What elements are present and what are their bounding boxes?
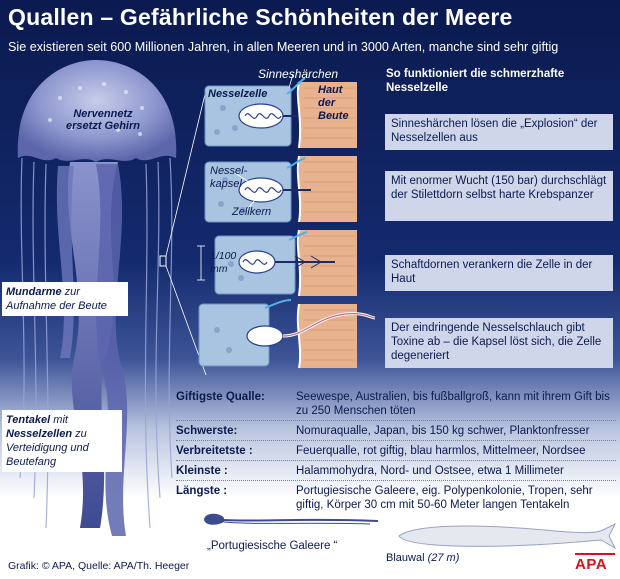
scale-label: 1/100 mm <box>210 250 237 275</box>
apa-logo-bar <box>575 553 615 555</box>
step-4: Der eindringende Nesselschlauch gibt Toxine ab – die Kapsel löst sich, die Zelle degeneriert <box>385 318 613 368</box>
whale-caption <box>386 552 459 564</box>
tentacles-bold-1: Tentakel <box>6 414 51 426</box>
whale-size: (27 m) <box>427 552 460 564</box>
fact-separator <box>176 480 616 481</box>
bell-label: Nervennetz ersetzt Gehirn <box>66 108 140 132</box>
tentacles-bold-2: Nesselzellen <box>6 428 73 440</box>
fact-separator <box>176 440 616 441</box>
nettle-cell-label: Nesselzelle <box>208 88 268 100</box>
tentacles-rest: zu Verteidigung und Beutefang <box>6 428 89 468</box>
whale-name: Blauwal <box>386 552 425 564</box>
nucleus-label: Zellkern <box>232 206 272 218</box>
tentacles-mid: mit <box>50 414 68 426</box>
step-3: Schaftdornen verankern die Zelle in der Haut <box>385 255 613 291</box>
mouth-arms-bold: Mundarme <box>6 286 62 298</box>
fact-separator <box>176 460 616 461</box>
mouth-arms-rest: zur Aufnahme der Beute <box>6 286 107 312</box>
step-1: Sinneshärchen lösen die „Explosion“ der Nesselzellen aus <box>385 114 613 150</box>
galeere-silhouette <box>200 510 380 530</box>
fact-value: Nomuraqualle, Japan, bis 150 kg schwer, Planktonfresser <box>296 425 590 437</box>
fact-value: Halammohydra, Nord- und Ostsee, etwa 1 Millimeter <box>296 465 564 477</box>
credit: Grafik: © APA, Quelle: APA/Th. Heeger <box>8 560 190 572</box>
step-2: Mit enormer Wucht (150 bar) durchschlägt der Stilettdorn selbst harte Krebspanzer <box>385 171 613 221</box>
fact-label: Verbreitetste : <box>176 445 253 457</box>
fact-value: Seewespe, Australien, bis fußballgroß, kann mit ihrem Gift bis zu 250 Menschen töten <box>296 391 610 417</box>
mouth-arms-label <box>2 282 128 316</box>
prey-skin-label: Haut der Beute <box>318 84 349 122</box>
blue-whale-silhouette <box>395 520 617 552</box>
fact-label: Längste : <box>176 485 228 497</box>
galeere-caption: „Portugiesische Galeere “ <box>207 540 338 552</box>
sensory-hairs-label: Sinneshärchen <box>258 67 339 81</box>
fact-label: Kleinste : <box>176 465 228 477</box>
fact-label: Giftigste Qualle: <box>176 391 265 403</box>
tentacles-label <box>2 410 122 472</box>
fact-value: Feuerqualle, rot giftig, blau harmlos, Mittelmeer, Nordsee <box>296 445 586 457</box>
page-title: Quallen – Gefährliche Schönheiten der Meere <box>8 4 513 30</box>
fact-separator <box>176 420 616 421</box>
how-it-works-heading: So funktioniert die schmerzhafte Nesselzelle <box>386 68 565 94</box>
fact-label: Schwerste: <box>176 425 238 437</box>
fact-value: Portugiesische Galeere, eig. Polypenkolonie, Tropen, sehr giftig, Körper 30 cm mit 50-60 Meter langen Tentakeln <box>296 485 593 511</box>
apa-logo: APA <box>575 556 608 573</box>
capsule-label: Nessel-kapsel <box>210 165 248 190</box>
subtitle: Sie existieren seit 600 Millionen Jahren, in allen Meeren und in 3000 Arten, manche sind sehr giftig <box>8 40 559 54</box>
